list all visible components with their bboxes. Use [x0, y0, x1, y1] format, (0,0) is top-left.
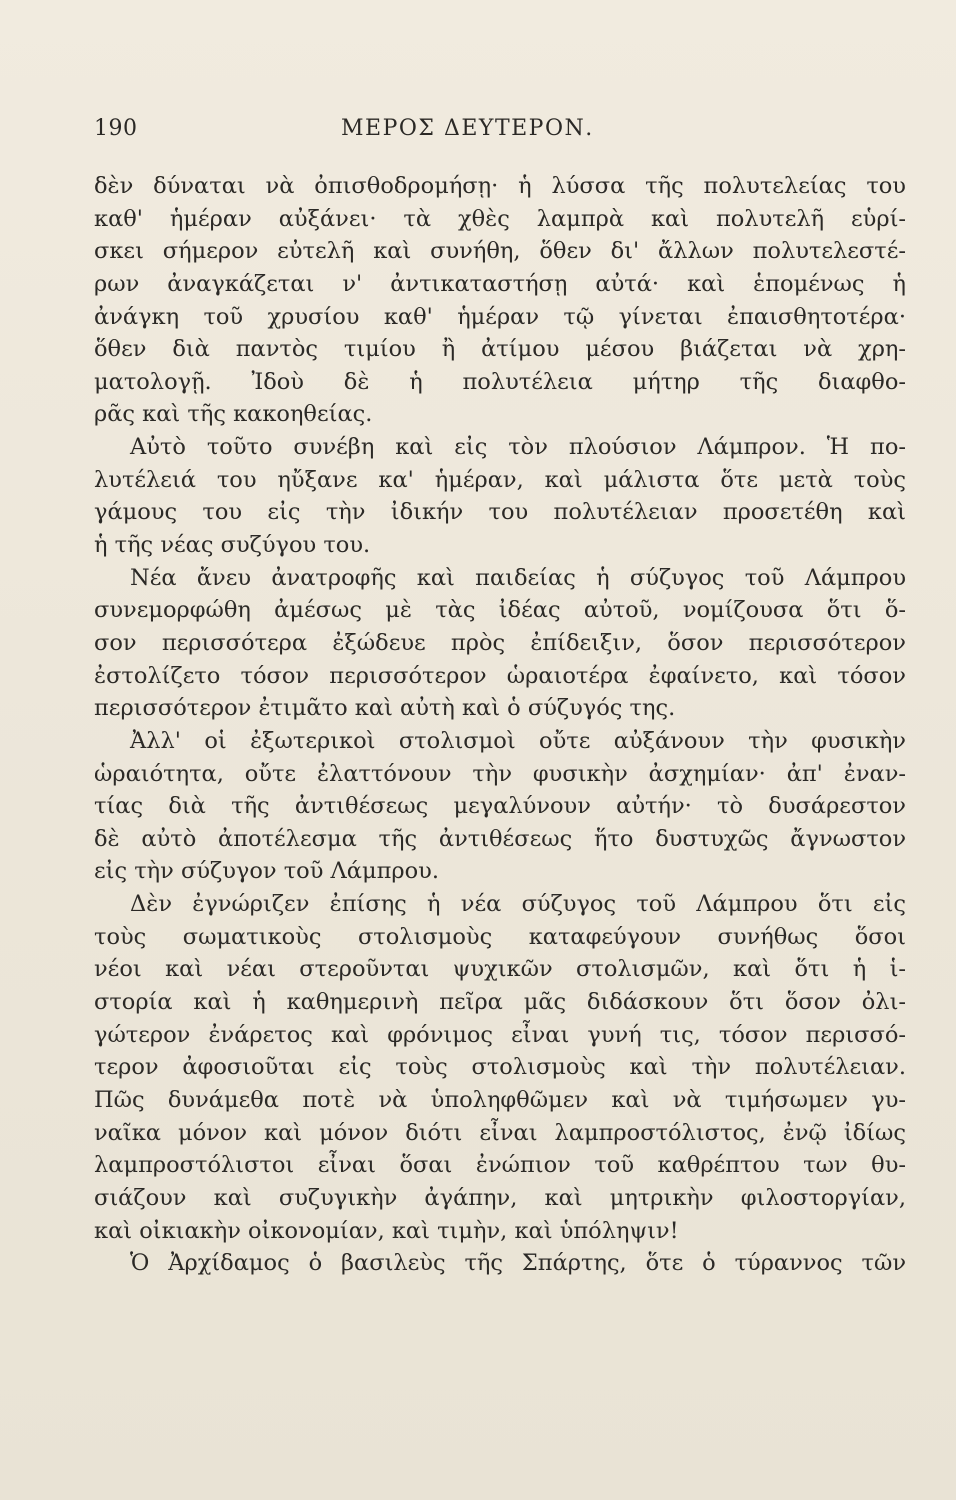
text-line: τοὺς σωματικοὺς στολισμοὺς καταφεύγουν συνήθως ὅσοι: [94, 923, 906, 950]
text-line: σον περισσότερα ἐξώδευε πρὸς ἐπίδειξιν, ὅσον περισσότερον: [94, 629, 906, 656]
text-line: στορία καὶ ἡ καθημερινὴ πεῖρα μᾶς διδάσκουν ὅτι ὅσον ὀλι-: [94, 989, 906, 1016]
text-line: γώτερον ἐνάρετος καὶ φρόνιμος εἶναι γυνή τις, τόσον περισσό-: [94, 1021, 906, 1048]
text-line: ναῖκα μόνον καὶ μόνον διότι εἶναι λαμπροστόλιστος, ἐνῷ ἰδίως: [94, 1119, 906, 1146]
text-line: εἰς τὴν σύζυγον τοῦ Λάμπρου.: [94, 858, 440, 885]
text-line: ρων ἀναγκάζεται ν' ἀντικαταστήσῃ αὐτά· καὶ ἑπομένως ἡ: [94, 270, 906, 297]
text-line: ἡ τῆς νέας συζύγου του.: [94, 532, 371, 559]
text-line: ρᾶς καὶ τῆς κακοηθείας.: [94, 401, 373, 428]
text-line: ὡραιότητα, οὔτε ἐλαττόνουν τὴν φυσικὴν ἀσχημίαν· ἀπ' ἐναν-: [94, 760, 906, 787]
text-line: τίας διὰ τῆς ἀντιθέσεως μεγαλύνουν αὐτήν· τὸ δυσάρεστον: [94, 793, 906, 820]
paragraph-first-line: Νέα ἄνευ ἀνατροφῆς καὶ παιδείας ἡ σύζυγος τοῦ Λάμπρου: [130, 564, 906, 591]
text-line: λυτέλειά του ηὔξανε κα' ἡμέραν, καὶ μάλιστα ὅτε μετὰ τοὺς: [94, 466, 906, 493]
paragraph-first-line: Δὲν ἐγνώριζεν ἐπίσης ἡ νέα σύζυγος τοῦ Λάμπρου ὅτι εἰς: [130, 891, 906, 918]
text-line: σκει σήμερον εὐτελῆ καὶ συνήθη, ὅθεν δι' ἄλλων πολυτελεστέ-: [94, 238, 906, 265]
page-header: [94, 114, 906, 144]
text-line: λαμπροστόλιστοι εἶναι ὅσαι ἐνώπιον τοῦ καθρέπτου των θυ-: [94, 1152, 906, 1179]
text-line: ἐστολίζετο τόσον περισσότερον ὡραιοτέρα ἐφαίνετο, καὶ τόσον: [94, 662, 906, 689]
text-line: τερον ἀφοσιοῦται εἰς τοὺς στολισμοὺς καὶ τὴν πολυτέλειαν.: [94, 1054, 906, 1081]
text-line: καθ' ἡμέραν αὐξάνει· τὰ χθὲς λαμπρὰ καὶ πολυτελῆ εὑρί-: [94, 205, 906, 232]
text-line: δὲ αὐτὸ ἀποτέλεσμα τῆς ἀντιθέσεως ἥτο δυστυχῶς ἄγνωστον: [94, 825, 906, 852]
body-text: [94, 170, 906, 1280]
running-title: ΜΕΡΟΣ ΔΕΥΤΕΡΟΝ.: [341, 116, 594, 141]
paragraph-first-line: Ὁ Ἀρχίδαμος ὁ βασιλεὺς τῆς Σπάρτης, ὅτε ὁ τύραννος τῶν: [130, 1250, 906, 1277]
paragraph-first-line: Ἀλλ' οἱ ἐξωτερικοὶ στολισμοὶ οὔτε αὐξάνουν τὴν φυσικὴν: [130, 727, 906, 754]
text-line: ματολογῇ. Ἰδοὺ δὲ ἡ πολυτέλεια μήτηρ τῆς διαφθο-: [94, 368, 906, 395]
text-line: συνεμορφώθη ἀμέσως μὲ τὰς ἰδέας αὐτοῦ, νομίζουσα ὅτι ὅ-: [94, 597, 906, 624]
paragraph-first-line: Αὐτὸ τοῦτο συνέβη καὶ εἰς τὸν πλούσιον Λάμπρον. Ἡ πο-: [130, 434, 906, 461]
text-line: καὶ οἰκιακὴν οἰκονομίαν, καὶ τιμὴν, καὶ ὑπόληψιν!: [94, 1217, 679, 1244]
text-line: ὅθεν διὰ παντὸς τιμίου ἢ ἀτίμου μέσου βιάζεται νὰ χρη-: [94, 336, 906, 363]
text-line: δὲν δύναται νὰ ὀπισθοδρομήσῃ· ἡ λύσσα τῆς πολυτελείας του: [94, 173, 906, 199]
text-line: νέοι καὶ νέαι στεροῦνται ψυχικῶν στολισμῶν, καὶ ὅτι ἡ ἱ-: [94, 956, 906, 983]
text-line: περισσότερον ἐτιμᾶτο καὶ αὐτὴ καὶ ὁ σύζυγός της.: [94, 695, 676, 722]
page-number: 190: [94, 116, 138, 141]
text-line: Πῶς δυνάμεθα ποτὲ νὰ ὑποληφθῶμεν καὶ νὰ τιμήσωμεν γυ-: [94, 1086, 906, 1113]
text-line: γάμους του εἰς τὴν ἰδικήν του πολυτέλειαν προσετέθη καὶ: [94, 499, 906, 526]
text-line: ἀνάγκη τοῦ χρυσίου καθ' ἡμέραν τῷ γίνεται ἐπαισθητοτέρα·: [94, 303, 906, 330]
text-line: σιάζουν καὶ συζυγικὴν ἀγάπην, καὶ μητρικὴν φιλοστοργίαν,: [94, 1184, 906, 1211]
